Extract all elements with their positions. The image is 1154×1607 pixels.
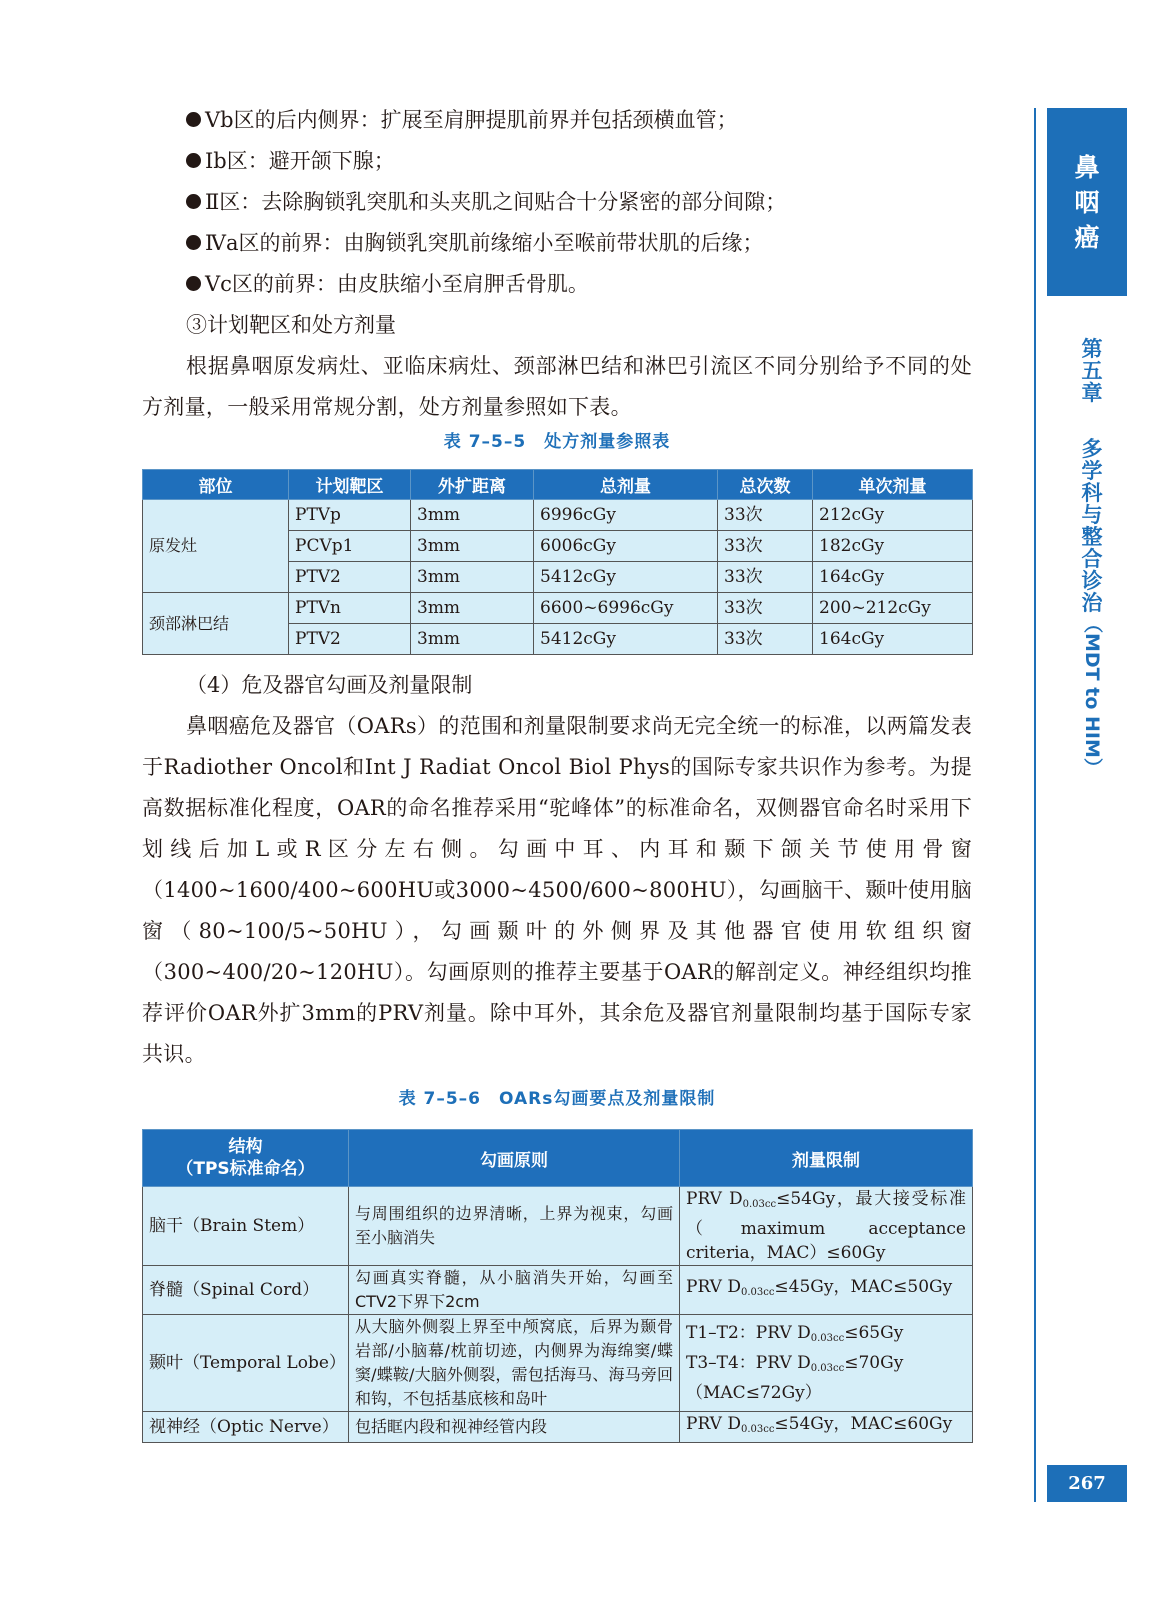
table-cell: 5412cGy xyxy=(534,624,718,655)
table-cell: PTV2 xyxy=(289,562,411,593)
table-header-row xyxy=(143,1130,973,1187)
oar-table xyxy=(142,1129,973,1443)
bullet-dot-icon xyxy=(186,194,201,209)
structure-cell: 脊髓（Spinal Cord） xyxy=(143,1266,349,1315)
limit-cell: PRV $D_{0.03cc}\le 45Gy$，MAC≤50Gy xyxy=(680,1266,973,1315)
col-header-site: 部位 xyxy=(143,470,289,500)
table-cell: PTV2 xyxy=(289,624,411,655)
table-cell: 212cGy xyxy=(813,500,973,531)
table-row xyxy=(143,1412,973,1443)
page-body xyxy=(142,100,972,1443)
table-cell: 33次 xyxy=(718,624,813,655)
table-row xyxy=(143,1315,973,1412)
chapter-tab xyxy=(1047,108,1127,296)
structure-cell: 视神经（Optic Nerve） xyxy=(143,1412,349,1443)
table1-caption: 表 7–5–5 处方剂量参照表 xyxy=(443,432,671,452)
table-row xyxy=(143,1266,973,1315)
table-cell: 182cGy xyxy=(813,531,973,562)
limit-cell: PRV $D_{0.03cc}\le 54Gy$，MAC≤60Gy xyxy=(680,1412,973,1443)
table2-caption: 表 7–5–6 OARs勾画要点及剂量限制 xyxy=(398,1089,716,1109)
table-cell: 3mm xyxy=(411,593,534,624)
table-cell: 164cGy xyxy=(813,624,973,655)
principle-cell: 勾画真实脊髓，从小脑消失开始，勾画至CTV2下界下2cm xyxy=(349,1266,680,1315)
table-row xyxy=(143,1187,973,1266)
col-header-principle: 勾画原则 xyxy=(349,1130,680,1187)
bullet-item: Ⅱ区：去除胸锁乳突肌和头夹肌之间贴合十分紧密的部分间隙； xyxy=(142,182,972,223)
bullet-item: Ⅴc区的前界：由皮肤缩小至肩胛舌骨肌。 xyxy=(142,264,972,305)
table-cell: 164cGy xyxy=(813,562,973,593)
bullet-dot-icon xyxy=(186,276,201,291)
col-header-target: 计划靶区 xyxy=(289,470,411,500)
col-header-total-dose: 总剂量 xyxy=(534,470,718,500)
table-cell: 33次 xyxy=(718,531,813,562)
site-cell: 原发灶 xyxy=(143,500,289,593)
table-cell: 6996cGy xyxy=(534,500,718,531)
principle-cell: 从大脑外侧裂上界至中颅窝底，后界为颞骨岩部/小脑幕/枕前切迹，内侧界为海绵窦/蝶窦/蝶鞍/大脑外侧裂，需包括海马、海马旁回和钩，不包括基底核和岛叶 xyxy=(349,1315,680,1412)
bullet-list xyxy=(142,100,972,305)
table-cell: 200~212cGy xyxy=(813,593,973,624)
paragraph-1: 根据鼻咽原发病灶、亚临床病灶、颈部淋巴结和淋巴引流区不同分别给予不同的处方剂量，一般采用常规分割，处方剂量参照如下表。 xyxy=(142,354,972,419)
site-cell: 颈部淋巴结 xyxy=(143,593,289,655)
table-cell: PCVp1 xyxy=(289,531,411,562)
bullet-dot-icon xyxy=(186,235,201,250)
paragraph-2: 鼻咽癌危及器官（OARs）的范围和剂量限制要求尚无完全统一的标准，以两篇发表于Radiother Oncol和Int J Radiat Oncol Biol Phys的国际专家共识作为参考。为提高数据标准化程度，OAR的命名推荐采用“驼峰体”的标准命名，双侧器官命名时采用下划线后加L或R区分左右侧。勾画中耳、内耳和颞下颌关节使用骨窗（1400~1600/400~600HU或3000~4500/600~800HU），勾画脑干、颞叶使用脑窗（80~100/5~50HU），勾画颞叶的外侧界及其他器官使用软组织窗（300~400/20~120HU）。勾画原则的推荐主要基于OAR的解剖定义。神经组织均推荐评价OAR外扩3mm的PRV剂量。除中耳外，其余危及器官剂量限制均基于国际专家共识。 xyxy=(142,714,972,1066)
bullet-item: Ⅴb区的后内侧界：扩展至肩胛提肌前界并包括颈横血管； xyxy=(142,100,972,141)
col-header-fraction-dose: 单次剂量 xyxy=(813,470,973,500)
table-cell: 3mm xyxy=(411,562,534,593)
col-header-fractions: 总次数 xyxy=(718,470,813,500)
table-cell: 3mm xyxy=(411,531,534,562)
table-cell: 6006cGy xyxy=(534,531,718,562)
principle-cell: 包括眶内段和视神经管内段 xyxy=(349,1412,680,1443)
prescription-table xyxy=(142,469,973,655)
col-header-margin: 外扩距离 xyxy=(411,470,534,500)
table-row xyxy=(143,500,973,531)
table-cell: PTVp xyxy=(289,500,411,531)
table-cell: 33次 xyxy=(718,500,813,531)
table-cell: 5412cGy xyxy=(534,562,718,593)
structure-cell: 颞叶（Temporal Lobe） xyxy=(143,1315,349,1412)
table-cell: 3mm xyxy=(411,500,534,531)
margin-rule xyxy=(1034,108,1036,1502)
bullet-item: Ⅳa区的前界：由胸锁乳突肌前缘缩小至喉前带状肌的后缘； xyxy=(142,223,972,264)
section-heading-4: （4）危及器官勾画及剂量限制 xyxy=(186,673,473,697)
col-header-limit: 剂量限制 xyxy=(680,1130,973,1187)
section-heading-3: ③计划靶区和处方剂量 xyxy=(186,313,396,337)
bullet-item: Ⅰb区：避开颌下腺； xyxy=(142,141,972,182)
tab-char: 鼻 xyxy=(1074,153,1100,182)
table-cell: 3mm xyxy=(411,624,534,655)
structure-cell: 脑干（Brain Stem） xyxy=(143,1187,349,1266)
table-cell: 33次 xyxy=(718,562,813,593)
table-cell: 33次 xyxy=(718,593,813,624)
table-row xyxy=(143,593,973,624)
limit-cell: T1–T2：PRV $D_{0.03cc}\le 65Gy$ T3–T4：PRV $D_{0.03cc}\le 70Gy(MAC\le 72Gy)$ xyxy=(680,1315,973,1412)
col-header-structure: 结构 （TPS标准命名） xyxy=(143,1130,349,1187)
bullet-dot-icon xyxy=(186,153,201,168)
bullet-dot-icon xyxy=(186,112,201,127)
table-header-row xyxy=(143,470,973,500)
page-number: 267 xyxy=(1047,1465,1127,1502)
tab-char: 癌 xyxy=(1074,223,1100,252)
table-cell: 6600~6996cGy xyxy=(534,593,718,624)
tab-char: 咽 xyxy=(1074,188,1100,217)
running-header: 第 五 章 多 学 科 与 整 合 诊 治 （MDT to HIM） xyxy=(1081,336,1103,777)
table-cell: PTVn xyxy=(289,593,411,624)
principle-cell: 与周围组织的边界清晰，上界为视束，勾画至小脑消失 xyxy=(349,1187,680,1266)
limit-cell: PRV $D_{0.03cc}\le 54Gy$，最大接受标准（maximum acceptance criteria，MAC）≤60Gy xyxy=(680,1187,973,1266)
